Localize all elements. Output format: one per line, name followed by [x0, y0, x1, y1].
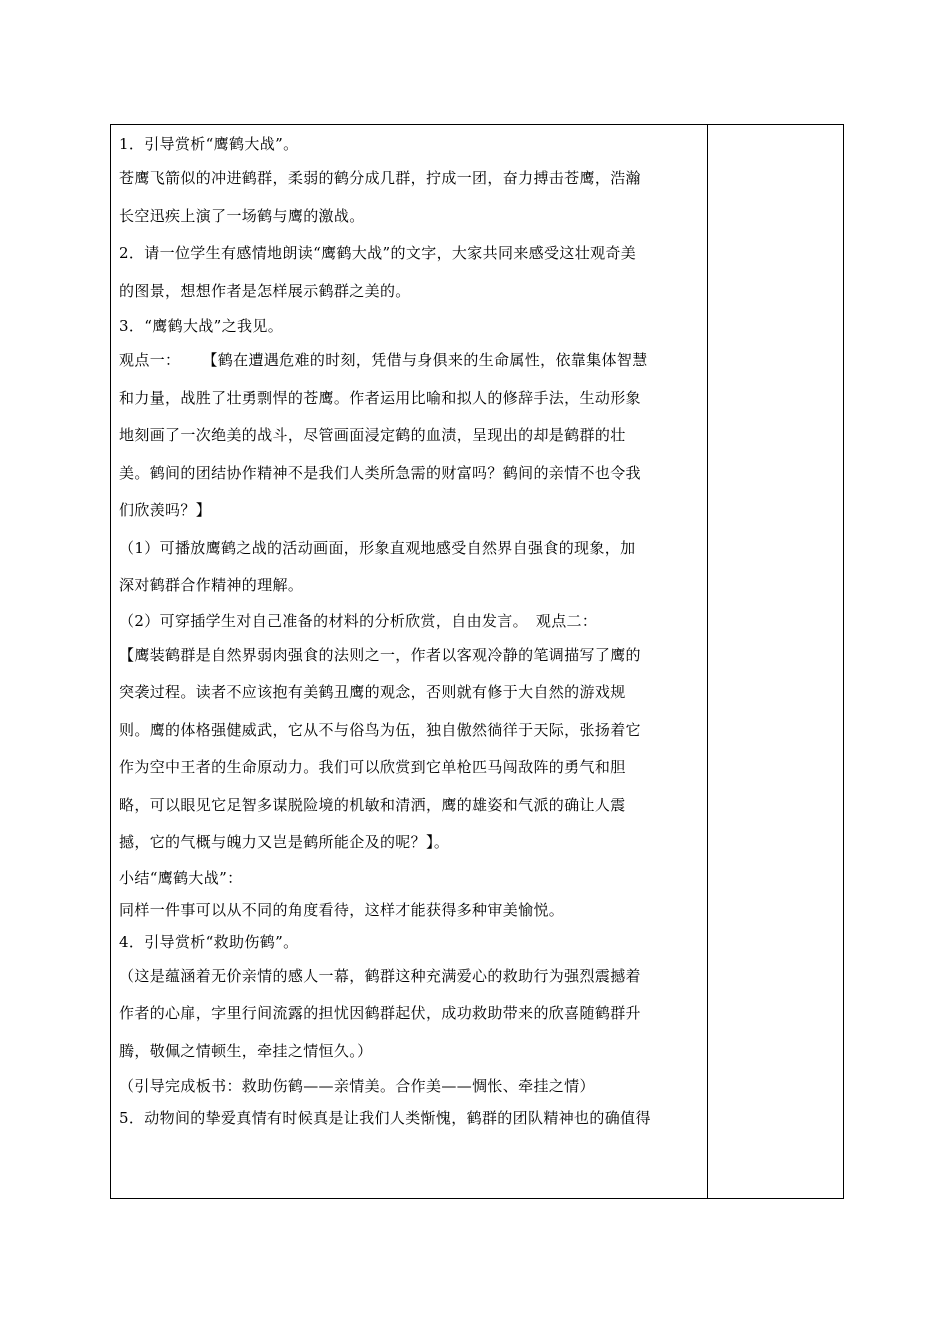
text-line: 略，可以眼见它足智多谋脱险境的机敏和清洒，鹰的雄姿和气派的确让人震 — [119, 795, 626, 814]
text-line: 地刻画了一次绝美的战斗，尽管画面浸定鹤的血渍，呈现出的却是鹤群的壮 — [119, 426, 626, 444]
text-line: 们欣羡吗？】 — [119, 501, 212, 519]
text-line: 的图景，想想作者是怎样展示鹤群之美的。 — [119, 281, 411, 300]
text-line: 1．引导赏析“鹰鹤大战”。 — [119, 135, 299, 153]
text-line: 腾，敬佩之情顿生，牵挂之情恒久。） — [119, 1041, 373, 1060]
text-line: 突袭过程。读者不应该抱有美鹤丑鹰的观念，否则就有修于大自然的游戏规 — [119, 683, 626, 701]
text-line: （2）可穿插学生对自己准备的材料的分析欣赏，自由发言。 观点二： — [119, 611, 598, 630]
text-line: 3．“鹰鹤大战”之我见。 — [119, 317, 284, 335]
text-line: 【鹰装鹤群是自然界弱肉强食的法则之一，作者以客观冷静的笔调描写了鹰的 — [119, 645, 641, 664]
text-line: （引导完成板书：救助伤鹤——亲情美。合作美——惆怅、牵挂之情） — [119, 1077, 595, 1095]
text-line: 4．引导赏析“救助伤鹤”。 — [119, 932, 299, 951]
text-line: 观点一： 【鹤在遭遇危难的时刻，凭借与身俱来的生命属性，依靠集体智慧 — [119, 351, 648, 369]
text-line: 同样一件事可以从不同的角度看待，这样才能获得多种审美愉悦。 — [119, 900, 565, 919]
text-line: 则。鹰的体格强健威武，它从不与俗鸟为伍，独自傲然徜徉于天际，张扬着它 — [119, 720, 641, 739]
text-line: 深对鹤群合作精神的理解。 — [119, 576, 304, 594]
text-line: 5．动物间的挚爱真情有时候真是让我们人类惭愧，鹤群的团队精神也的确值得 — [119, 1109, 651, 1127]
text-line: （1）可播放鹰鹤之战的活动画面，形象直观地感受自然界自强食的现象，加 — [119, 538, 636, 557]
text-line: 小结“鹰鹤大战”： — [119, 868, 243, 887]
text-line: 和力量，战胜了壮勇剽悍的苍鹰。作者运用比喻和拟人的修辞手法，生动形象 — [119, 388, 641, 407]
text-line: 作者的心扉，字里行间流露的担忧因鹤群起伏，成功救助带来的欣喜随鹤群升 — [119, 1004, 641, 1022]
text-line: 2．请一位学生有感情地朗读“鹰鹤大战”的文字，大家共同来感受这壮观奇美 — [119, 244, 637, 262]
lesson-table — [110, 124, 844, 1199]
notes-cell — [708, 125, 843, 1198]
text-line: 美。鹤间的团结协作精神不是我们人类所急需的财富吗？鹤间的亲情不也令我 — [119, 463, 641, 482]
text-line: 作为空中王者的生命原动力。我们可以欣赏到它单枪匹马闯敌阵的勇气和胆 — [119, 758, 626, 776]
lesson-content-cell — [111, 125, 708, 1198]
text-line: 苍鹰飞箭似的冲进鹤群，柔弱的鹤分成几群，拧成一团，奋力搏击苍鹰，浩瀚 — [119, 169, 641, 187]
text-line: （这是蕴涵着无价亲情的感人一幕，鹤群这种充满爱心的救助行为强烈震撼着 — [119, 966, 641, 985]
text-line: 长空迅疾上演了一场鹤与鹰的激战。 — [119, 206, 365, 225]
text-line: 撼，它的气概与魄力又岂是鹤所能企及的呢？】。 — [119, 833, 450, 851]
